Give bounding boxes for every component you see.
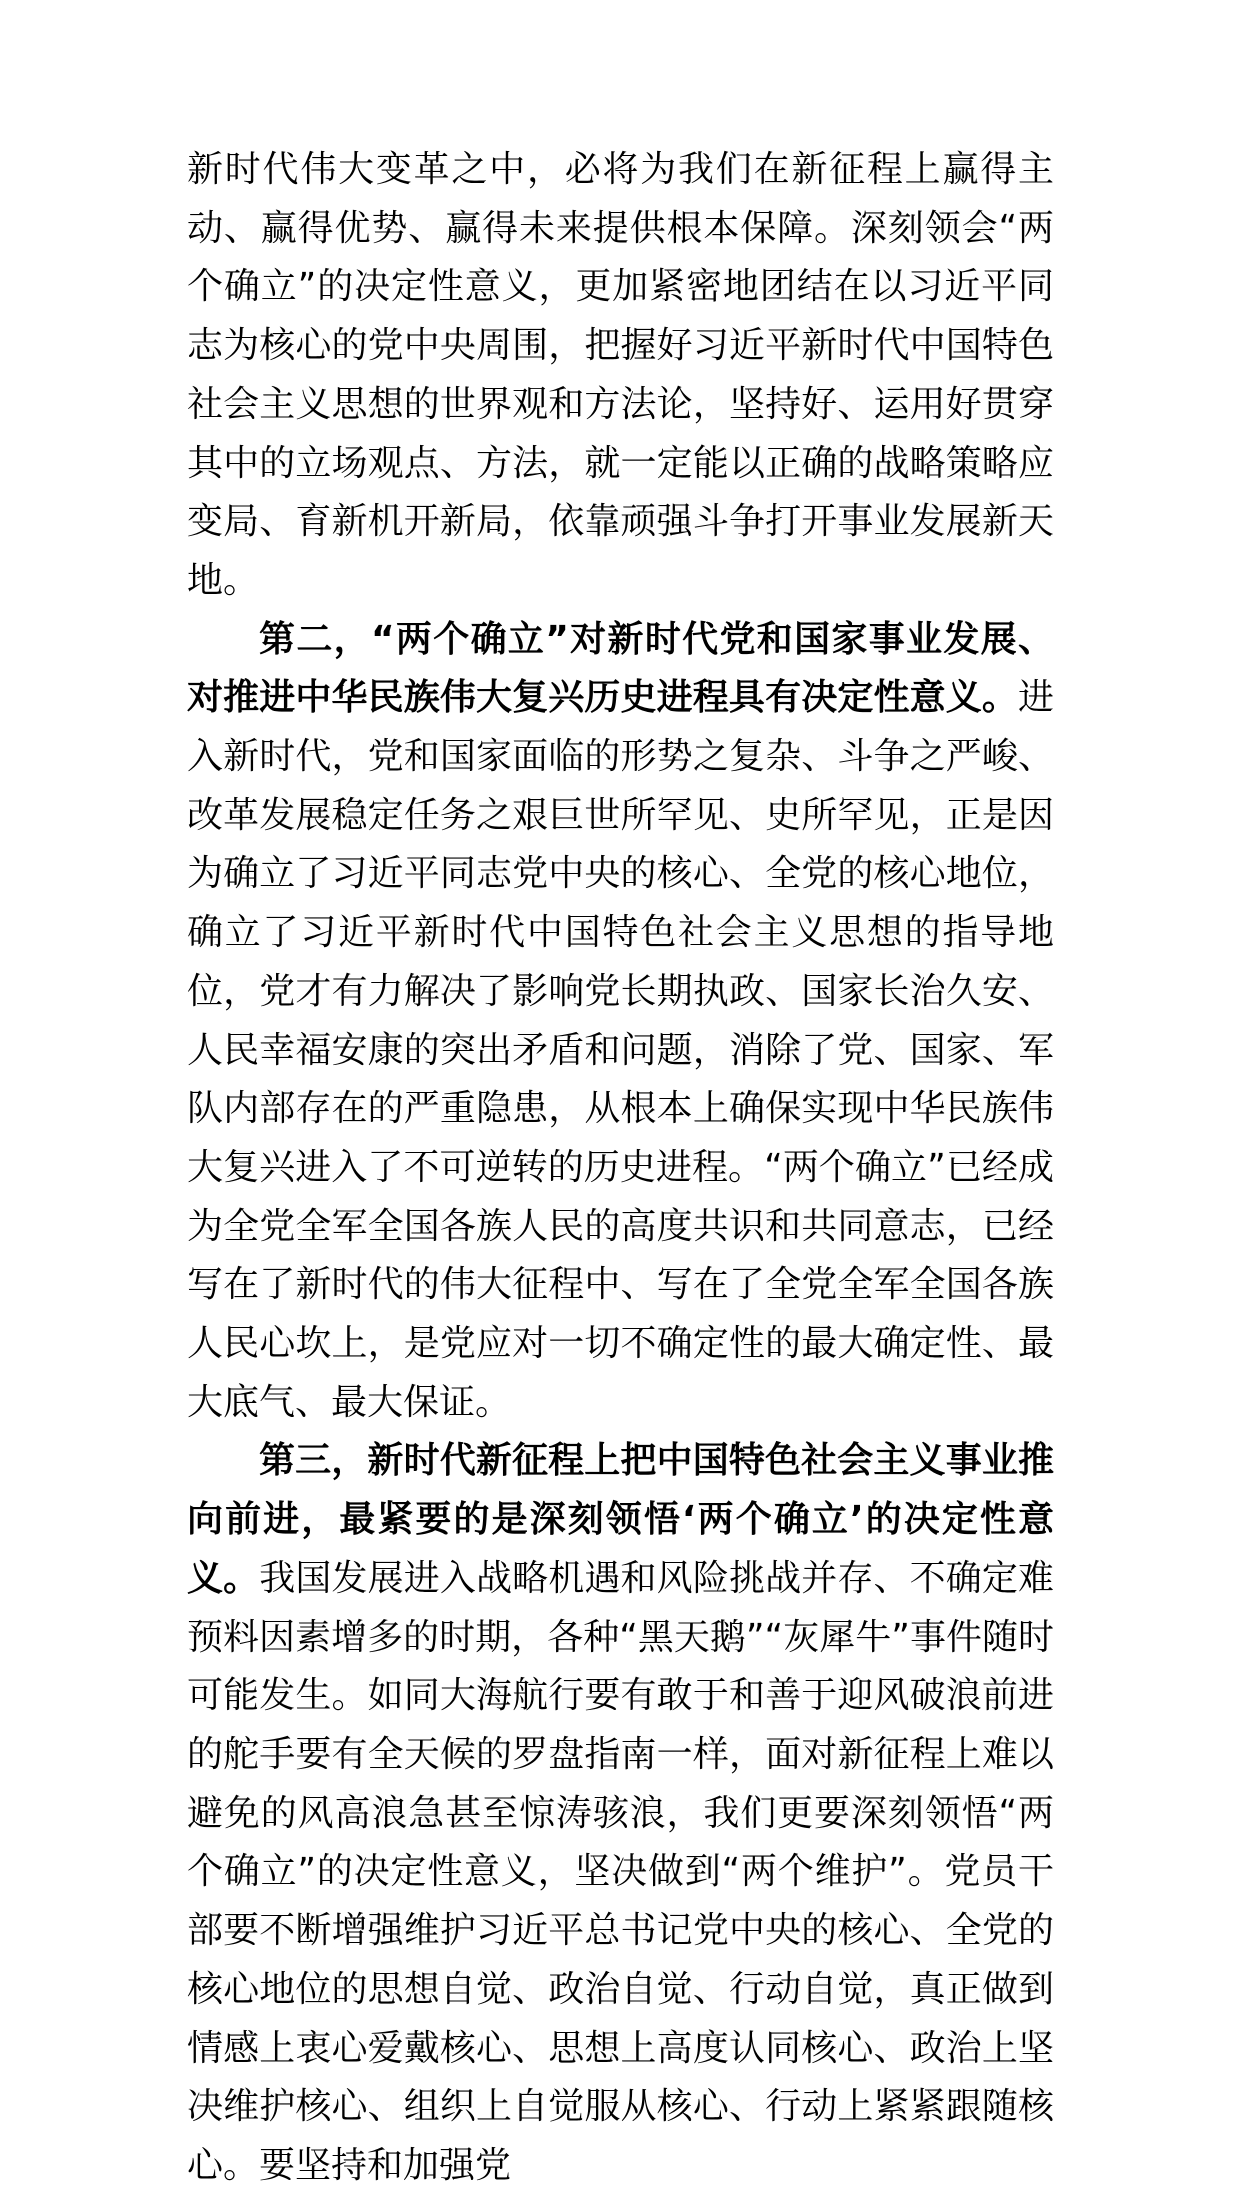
paragraph-text: 新时代伟大变革之中，必将为我们在新征程上赢得主动、赢得优势、赢得未来提供根本保障。深刻领会“两个确立”的决定性意义，更加紧密地团结在以习近平同志为核心的党中央周围，把握好习近平新时代中国特色社会主义思想的世界观和方法论，坚持好、运用好贯穿其中的立场观点、方法，就一定能以正确的战略策略应变局、育新机开新局，依靠顽强斗争打开事业发展新天地。 bbox=[187, 149, 1054, 601]
paragraph-lead-heading: 第三，新时代新征程上把中国特色社会主义事业推向前进，最紧要的是深刻领悟‘两个确立’的决定性意义。 bbox=[187, 1440, 1054, 1599]
paragraph-second-point bbox=[187, 611, 1054, 1433]
body-text bbox=[187, 141, 1054, 2196]
paragraph-lead-heading: 第二，“两个确立”对新时代党和国家事业发展、对推进中华民族伟大复兴历史进程具有决定性意义。 bbox=[187, 618, 1054, 719]
paragraph-third-point bbox=[187, 1432, 1054, 2195]
paragraph-text: 我国发展进入战略机遇和风险挑战并存、不确定难预料因素增多的时期，各种“黑天鹅”“灰犀牛”事件随时可能发生。如同大海航行要有敢于和善于迎风破浪前进的舵手要有全天候的罗盘指南一样，面对新征程上难以避免的风高浪急甚至惊涛骇浪，我们更要深刻领悟“两个确立”的决定性意义，坚决做到“两个维护”。党员干部要不断增强维护习近平总书记党中央的核心、全党的核心地位的思想自觉、政治自觉、行动自觉，真正做到情感上衷心爱戴核心、思想上高度认同核心、政治上坚决维护核心、组织上自觉服从核心、行动上紧紧跟随核心。要坚持和加强党 bbox=[187, 1557, 1054, 2186]
paragraph-continuation bbox=[187, 141, 1054, 611]
paragraph-text: 进入新时代，党和国家面临的形势之复杂、斗争之严峻、改革发展稳定任务之艰巨世所罕见、史所罕见，正是因为确立了习近平同志党中央的核心、全党的核心地位，确立了习近平新时代中国特色社会主义思想的指导地位，党才有力解决了影响党长期执政、国家长治久安、人民幸福安康的突出矛盾和问题，消除了党、国家、军队内部存在的严重隐患，从根本上确保实现中华民族伟大复兴进入了不可逆转的历史进程。“两个确立”已经成为全党全军全国各族人民的高度共识和共同意志，已经写在了新时代的伟大征程中、写在了全党全军全国各族人民心坎上，是党应对一切不确定性的最大确定性、最大底气、最大保证。 bbox=[187, 677, 1054, 1423]
